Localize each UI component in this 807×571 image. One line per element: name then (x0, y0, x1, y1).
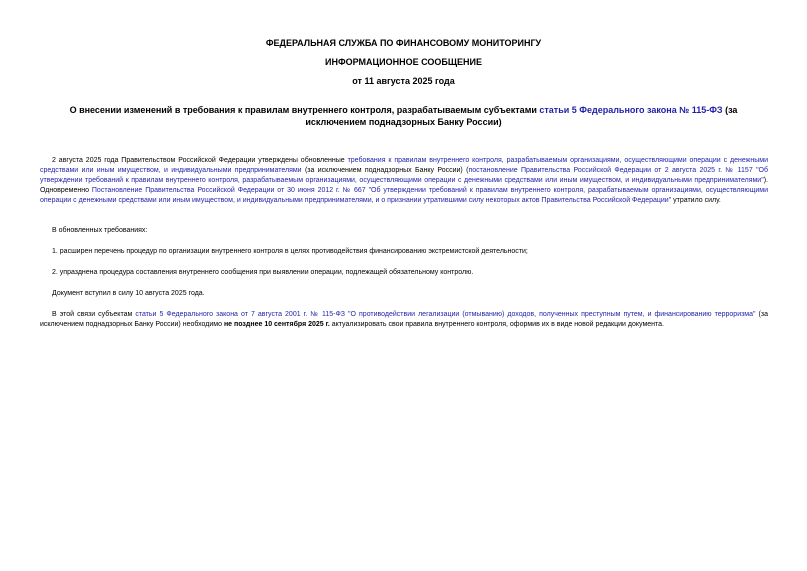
paragraph-text: В этой связи субъектам (52, 311, 136, 318)
requirements-link[interactable]: требования к правилам внутреннего контроля, разрабатываемым организациями, осуществляющими операции с денежными средствами или иным имуществом, и индивидуальными предпринимателями (40, 157, 768, 174)
paragraph-text: утратило силу. (671, 197, 721, 204)
document-body (40, 156, 768, 330)
paragraph-text: (за исключением поднадзорных Банку России) необходимо (40, 311, 768, 328)
law-115-link[interactable]: статьи 5 Федерального закона от 7 августа 2001 г. № 115-ФЗ "О противодействии легализации (отмыванию) доходов, полученных преступным путем, и финансированию терроризма" (135, 311, 756, 318)
resolution-667-link[interactable]: Постановление Правительства Российской Федерации от 30 июня 2012 г. № 667 "Об утверждении требований к правилам внутреннего контроля, разрабатываемым организациями, осуществляющими операции с денежными средствами или иным имуществом, и индивидуальными предпринимателями, и о признании утратившими силу некоторых актов Правительства Российской Федерации" (40, 187, 768, 204)
document-type: ИНФОРМАЦИОННОЕ СООБЩЕНИЕ (325, 57, 482, 67)
document-date: от 11 августа 2025 года (352, 76, 455, 86)
title-text: О внесении изменений в требования к правилам внутреннего контроля, разрабатываемым субъектами (69, 105, 540, 115)
title-law-link[interactable]: статьи 5 Федерального закона № 115-ФЗ (539, 105, 723, 115)
list-item-1: 1. расширен перечень процедур по организации внутреннего контроля в целях противодействия финансированию экстремистской деятельности; (52, 248, 528, 255)
deadline-text: не позднее 10 сентября 2025 г. (223, 321, 330, 328)
document-title (40, 104, 767, 128)
paragraph-1 (40, 156, 768, 206)
paragraph-text: (за исключением поднадзорных Банку России) ( (301, 167, 469, 174)
paragraph-text: актуализировать свои правила внутреннего контроля, оформив их в виде новой редакции документа. (329, 321, 664, 328)
agency-name: ФЕДЕРАЛЬНАЯ СЛУЖБА ПО ФИНАНСОВОМУ МОНИТОРИНГУ (265, 38, 542, 48)
paragraph-effective-date: Документ вступил в силу 10 августа 2025 года. (52, 290, 205, 297)
list-item-2: 2. упразднена процедура составления внутреннего сообщения при выявлении операции, подлежащей обязательному контролю. (52, 269, 474, 276)
paragraph-text: ). Одновременно (40, 177, 768, 194)
resolution-1157-link[interactable]: постановление Правительства Российской Федерации от 2 августа 2025 г. № 1157 "Об утверждении требований к правилам внутреннего контроля, разрабатываемым организациями, осуществляющими операции с денежными средствами или иным имуществом, и индивидуальными предпринимателями" (40, 167, 769, 184)
paragraph-2: В обновленных требованиях: (52, 227, 148, 234)
paragraph-final (40, 310, 768, 330)
paragraph-text: 2 августа 2025 года Правительством Российской Федерации утверждены обновленные (52, 157, 348, 164)
title-text-end: (за исключением поднадзорных Банку России) (305, 105, 738, 127)
